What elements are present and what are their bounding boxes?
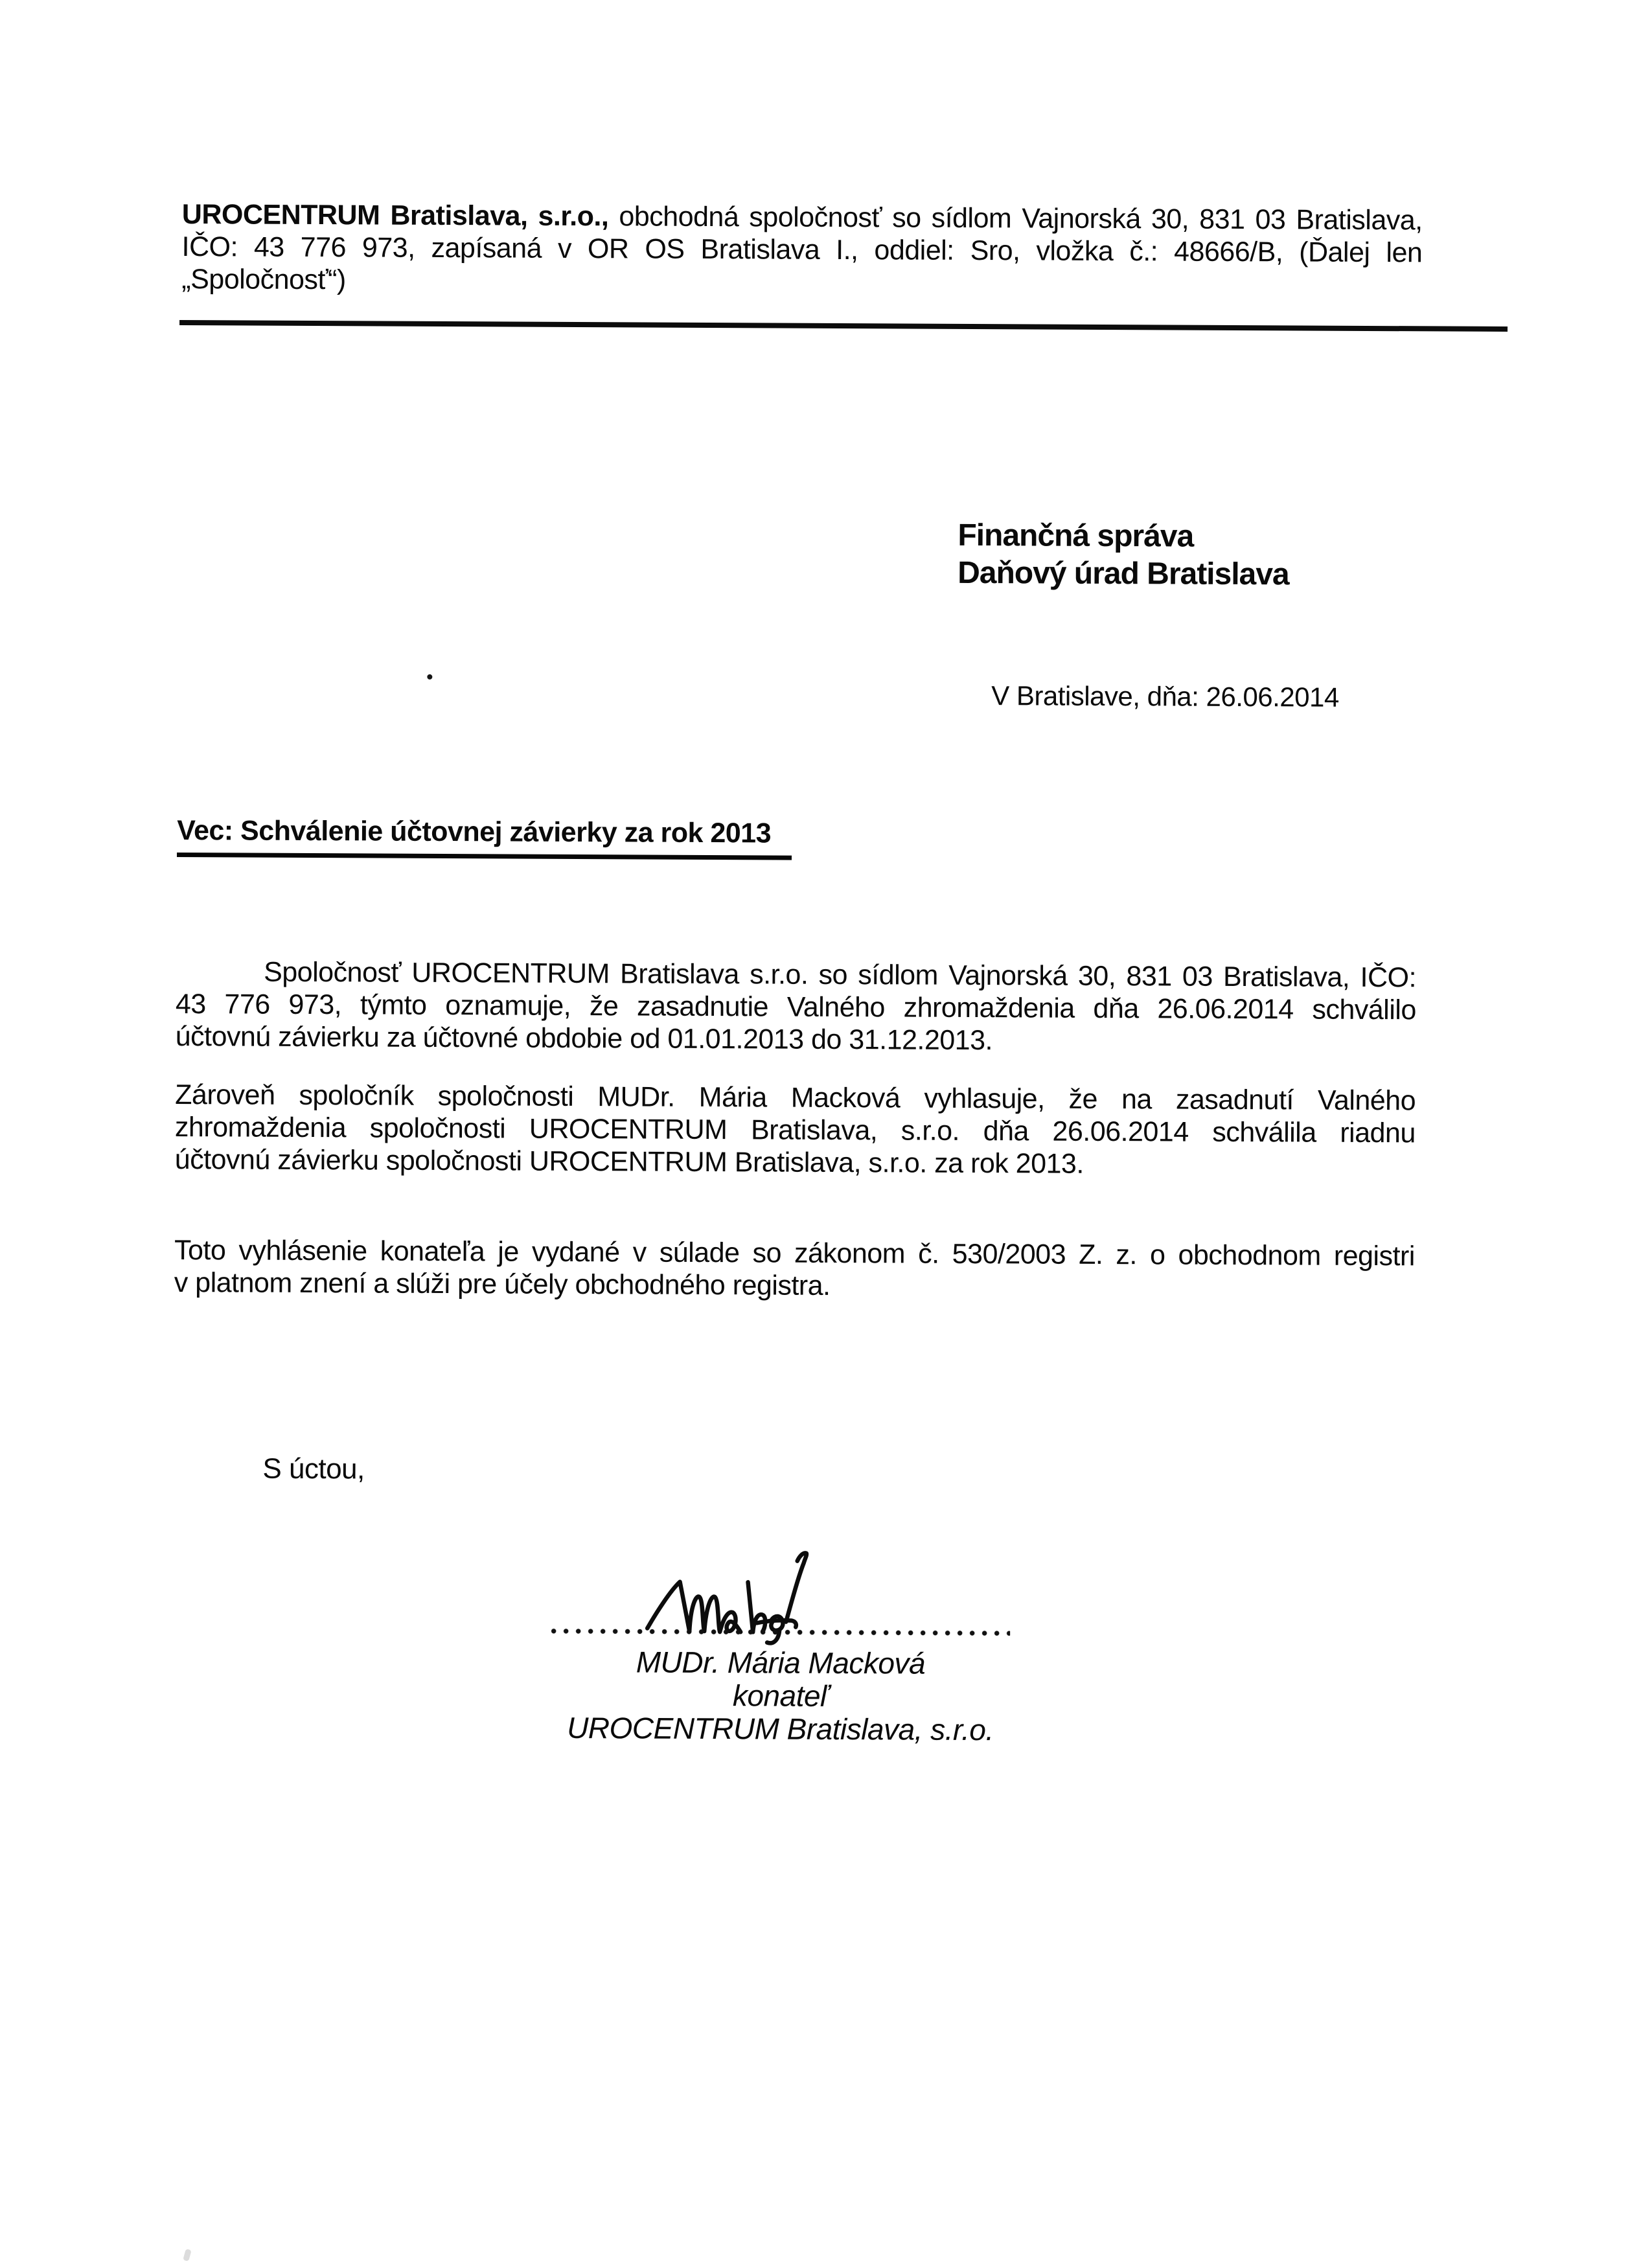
paragraph-1-line-1: Spoločnosť UROCENTRUM Bratislava s.r.o. so sídlom Vajnorská 30, 831 03 Bratislava, IČO: <box>264 956 1417 994</box>
paragraph-3-line-1: Toto vyhlásenie konateľa je vydané v súlade so zákonom č. 530/2003 Z. z. o obchodnom registri <box>174 1234 1416 1272</box>
paragraph-2-line-3: účtovnú závierku spoločnosti UROCENTRUM Bratislava, s.r.o. za rok 2013. <box>174 1143 1084 1180</box>
paragraph-1-line-2: 43 776 973, týmto oznamuje, že zasadnutie Valného zhromaždenia dňa 26.06.2014 schválilo <box>175 988 1416 1026</box>
letterhead-line-2: IČO: 43 776 973, zapísaná v OR OS Bratislava I., oddiel: Sro, vložka č.: 48666/B, (Ďalej len <box>181 231 1423 269</box>
paragraph-2-line-2: zhromaždenia spoločnosti UROCENTRUM Bratislava, s.r.o. dňa 26.06.2014 schválila riadnu <box>174 1111 1416 1149</box>
paragraph-2-line-1: Zároveň spoločník spoločnosti MUDr. Mária Macková vyhlasuje, že na zasadnutí Valného <box>175 1079 1416 1117</box>
scan-dot-artifact <box>427 674 432 680</box>
recipient-line-1: Finančná správa <box>958 518 1194 554</box>
subject-line: Vec: Schválenie účtovnej závierky za rok 2013 <box>177 815 792 860</box>
signature-dotted-line <box>547 1628 1010 1636</box>
signature-company: UROCENTRUM Bratislava, s.r.o. <box>567 1710 994 1747</box>
signature-name: MUDr. Mária Macková <box>636 1645 926 1680</box>
closing-salutation: S úctou, <box>262 1452 365 1485</box>
scan-speck-artifact <box>183 2249 191 2262</box>
paragraph-1-line-3: účtovnú závierku za účtovné obdobie od 01.01.2013 do 31.12.2013. <box>175 1020 993 1057</box>
divider-rule <box>179 320 1508 332</box>
paragraph-3-line-2: v platnom znení a slúži pre účely obchodného registra. <box>174 1266 831 1301</box>
paragraph-2 <box>175 1079 1416 1182</box>
recipient-block <box>958 517 1289 593</box>
recipient-line-2: Daňový úrad Bratislava <box>958 555 1289 592</box>
signature-title: konateľ <box>732 1678 829 1713</box>
letterhead-line-3: „Spoločnosť“) <box>181 264 346 296</box>
letterhead-line-1: UROCENTRUM Bratislava, s.r.o., obchodná spoločnosť so sídlom Vajnorská 30, 831 03 Bratislava, <box>181 199 1423 236</box>
paragraph-1 <box>176 956 1417 1059</box>
date-line: V Bratislave, dňa: 26.06.2014 <box>991 680 1339 713</box>
letterhead-block <box>181 198 1423 301</box>
paragraph-3 <box>174 1234 1415 1305</box>
signature-block <box>546 1645 1015 1747</box>
